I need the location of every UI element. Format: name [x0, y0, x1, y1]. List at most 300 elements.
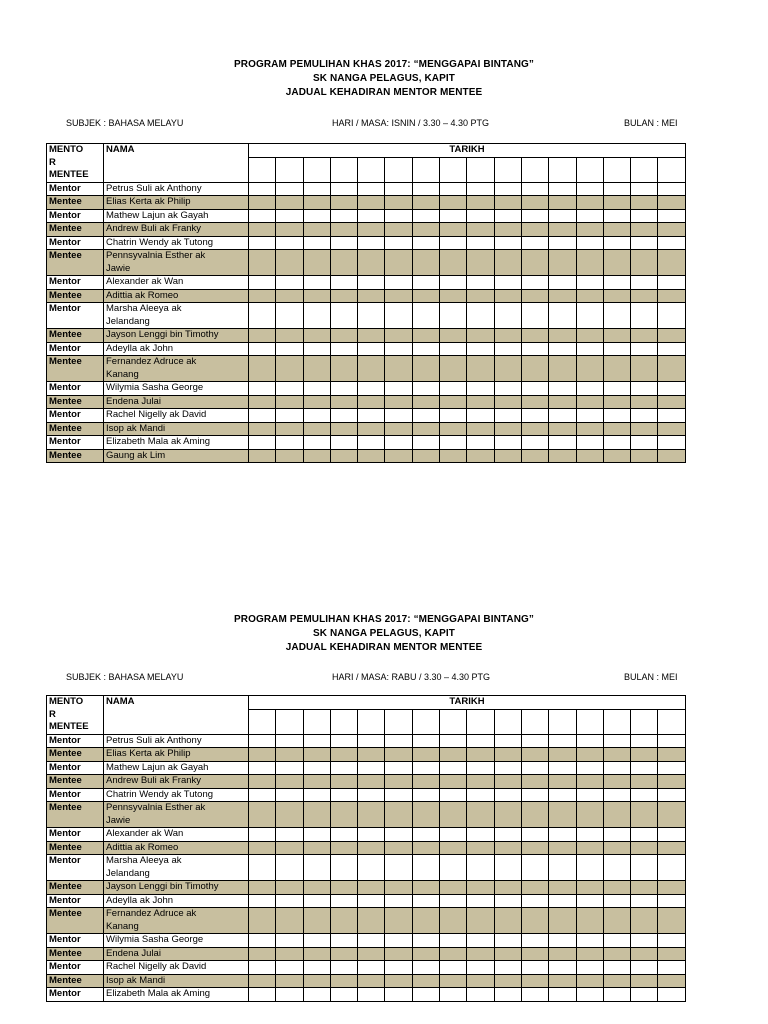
attendance-cell[interactable] [303, 908, 330, 934]
attendance-cell[interactable] [330, 748, 357, 762]
attendance-cell[interactable] [303, 436, 330, 450]
attendance-cell[interactable] [276, 855, 303, 881]
attendance-cell[interactable] [549, 748, 576, 762]
attendance-cell[interactable] [521, 342, 548, 356]
attendance-cell[interactable] [603, 342, 630, 356]
attendance-cell[interactable] [249, 734, 276, 748]
attendance-cell[interactable] [658, 209, 685, 223]
attendance-cell[interactable] [549, 841, 576, 855]
attendance-cell[interactable] [603, 788, 630, 802]
attendance-cell[interactable] [303, 947, 330, 961]
attendance-cell[interactable] [631, 449, 658, 463]
attendance-cell[interactable] [249, 974, 276, 988]
attendance-cell[interactable] [303, 748, 330, 762]
attendance-cell[interactable] [603, 855, 630, 881]
attendance-cell[interactable] [658, 908, 685, 934]
attendance-cell[interactable] [658, 988, 685, 1002]
attendance-cell[interactable] [440, 934, 467, 948]
date-header-cell[interactable] [249, 158, 276, 182]
date-header-cell[interactable] [603, 158, 630, 182]
attendance-cell[interactable] [330, 734, 357, 748]
attendance-cell[interactable] [440, 734, 467, 748]
attendance-cell[interactable] [385, 196, 412, 210]
attendance-cell[interactable] [549, 855, 576, 881]
attendance-cell[interactable] [549, 934, 576, 948]
attendance-cell[interactable] [412, 395, 439, 409]
attendance-cell[interactable] [330, 236, 357, 250]
attendance-cell[interactable] [631, 209, 658, 223]
attendance-cell[interactable] [358, 881, 385, 895]
attendance-cell[interactable] [631, 908, 658, 934]
attendance-cell[interactable] [494, 182, 521, 196]
attendance-cell[interactable] [631, 748, 658, 762]
attendance-cell[interactable] [440, 908, 467, 934]
date-header-cell[interactable] [303, 710, 330, 734]
attendance-cell[interactable] [412, 908, 439, 934]
attendance-cell[interactable] [549, 236, 576, 250]
attendance-cell[interactable] [303, 841, 330, 855]
attendance-cell[interactable] [494, 775, 521, 789]
attendance-cell[interactable] [603, 422, 630, 436]
attendance-cell[interactable] [658, 329, 685, 343]
attendance-cell[interactable] [603, 894, 630, 908]
attendance-cell[interactable] [385, 356, 412, 382]
attendance-cell[interactable] [303, 342, 330, 356]
attendance-cell[interactable] [576, 855, 603, 881]
attendance-cell[interactable] [358, 342, 385, 356]
attendance-cell[interactable] [631, 276, 658, 290]
attendance-cell[interactable] [631, 289, 658, 303]
attendance-cell[interactable] [440, 289, 467, 303]
date-header-cell[interactable] [440, 158, 467, 182]
attendance-cell[interactable] [303, 422, 330, 436]
attendance-cell[interactable] [658, 342, 685, 356]
attendance-cell[interactable] [658, 828, 685, 842]
attendance-cell[interactable] [412, 761, 439, 775]
attendance-cell[interactable] [249, 250, 276, 276]
attendance-cell[interactable] [521, 748, 548, 762]
attendance-cell[interactable] [576, 802, 603, 828]
attendance-cell[interactable] [603, 961, 630, 975]
attendance-cell[interactable] [358, 196, 385, 210]
attendance-cell[interactable] [358, 788, 385, 802]
attendance-cell[interactable] [494, 196, 521, 210]
attendance-cell[interactable] [631, 734, 658, 748]
attendance-cell[interactable] [521, 908, 548, 934]
attendance-cell[interactable] [521, 961, 548, 975]
attendance-cell[interactable] [303, 988, 330, 1002]
date-header-cell[interactable] [330, 158, 357, 182]
attendance-cell[interactable] [330, 209, 357, 223]
attendance-cell[interactable] [358, 974, 385, 988]
attendance-cell[interactable] [330, 855, 357, 881]
attendance-cell[interactable] [358, 934, 385, 948]
attendance-cell[interactable] [440, 894, 467, 908]
attendance-cell[interactable] [330, 788, 357, 802]
date-header-cell[interactable] [467, 710, 494, 734]
attendance-cell[interactable] [549, 775, 576, 789]
attendance-cell[interactable] [303, 209, 330, 223]
attendance-cell[interactable] [576, 934, 603, 948]
attendance-cell[interactable] [549, 303, 576, 329]
attendance-cell[interactable] [249, 436, 276, 450]
attendance-cell[interactable] [249, 802, 276, 828]
attendance-cell[interactable] [385, 802, 412, 828]
date-header-cell[interactable] [603, 710, 630, 734]
attendance-cell[interactable] [521, 250, 548, 276]
attendance-cell[interactable] [412, 209, 439, 223]
attendance-cell[interactable] [385, 988, 412, 1002]
attendance-cell[interactable] [358, 182, 385, 196]
attendance-cell[interactable] [440, 775, 467, 789]
attendance-cell[interactable] [521, 436, 548, 450]
attendance-cell[interactable] [521, 303, 548, 329]
attendance-cell[interactable] [303, 855, 330, 881]
attendance-cell[interactable] [494, 947, 521, 961]
attendance-cell[interactable] [303, 409, 330, 423]
attendance-cell[interactable] [440, 947, 467, 961]
attendance-cell[interactable] [494, 356, 521, 382]
attendance-cell[interactable] [303, 250, 330, 276]
attendance-cell[interactable] [658, 395, 685, 409]
attendance-cell[interactable] [385, 974, 412, 988]
attendance-cell[interactable] [467, 974, 494, 988]
attendance-cell[interactable] [494, 342, 521, 356]
attendance-cell[interactable] [249, 881, 276, 895]
date-header-cell[interactable] [467, 158, 494, 182]
attendance-cell[interactable] [467, 802, 494, 828]
attendance-cell[interactable] [494, 236, 521, 250]
attendance-cell[interactable] [549, 734, 576, 748]
attendance-cell[interactable] [412, 422, 439, 436]
attendance-cell[interactable] [521, 841, 548, 855]
attendance-cell[interactable] [467, 356, 494, 382]
attendance-cell[interactable] [494, 974, 521, 988]
attendance-cell[interactable] [603, 974, 630, 988]
attendance-cell[interactable] [631, 988, 658, 1002]
attendance-cell[interactable] [249, 841, 276, 855]
attendance-cell[interactable] [603, 908, 630, 934]
attendance-cell[interactable] [576, 908, 603, 934]
attendance-cell[interactable] [521, 182, 548, 196]
attendance-cell[interactable] [412, 775, 439, 789]
attendance-cell[interactable] [330, 449, 357, 463]
attendance-cell[interactable] [412, 250, 439, 276]
attendance-cell[interactable] [631, 961, 658, 975]
attendance-cell[interactable] [385, 395, 412, 409]
date-header-cell[interactable] [494, 158, 521, 182]
attendance-cell[interactable] [330, 436, 357, 450]
attendance-cell[interactable] [412, 934, 439, 948]
attendance-cell[interactable] [521, 934, 548, 948]
attendance-cell[interactable] [276, 947, 303, 961]
attendance-cell[interactable] [549, 761, 576, 775]
attendance-cell[interactable] [385, 303, 412, 329]
attendance-cell[interactable] [467, 182, 494, 196]
attendance-cell[interactable] [358, 250, 385, 276]
attendance-cell[interactable] [276, 422, 303, 436]
attendance-cell[interactable] [549, 961, 576, 975]
attendance-cell[interactable] [576, 894, 603, 908]
attendance-cell[interactable] [603, 775, 630, 789]
attendance-cell[interactable] [385, 828, 412, 842]
attendance-cell[interactable] [440, 841, 467, 855]
attendance-cell[interactable] [467, 828, 494, 842]
attendance-cell[interactable] [576, 223, 603, 237]
attendance-cell[interactable] [603, 303, 630, 329]
date-header-cell[interactable] [576, 158, 603, 182]
attendance-cell[interactable] [494, 436, 521, 450]
attendance-cell[interactable] [576, 342, 603, 356]
attendance-cell[interactable] [440, 961, 467, 975]
attendance-cell[interactable] [440, 761, 467, 775]
attendance-cell[interactable] [631, 802, 658, 828]
attendance-cell[interactable] [603, 223, 630, 237]
attendance-cell[interactable] [385, 908, 412, 934]
attendance-cell[interactable] [385, 894, 412, 908]
attendance-cell[interactable] [521, 196, 548, 210]
date-header-cell[interactable] [521, 158, 548, 182]
attendance-cell[interactable] [412, 855, 439, 881]
attendance-cell[interactable] [603, 947, 630, 961]
attendance-cell[interactable] [358, 734, 385, 748]
attendance-cell[interactable] [276, 436, 303, 450]
attendance-cell[interactable] [276, 775, 303, 789]
attendance-cell[interactable] [658, 748, 685, 762]
attendance-cell[interactable] [412, 947, 439, 961]
attendance-cell[interactable] [249, 356, 276, 382]
attendance-cell[interactable] [467, 223, 494, 237]
attendance-cell[interactable] [330, 908, 357, 934]
attendance-cell[interactable] [467, 289, 494, 303]
attendance-cell[interactable] [494, 908, 521, 934]
attendance-cell[interactable] [303, 828, 330, 842]
attendance-cell[interactable] [249, 828, 276, 842]
attendance-cell[interactable] [631, 841, 658, 855]
attendance-cell[interactable] [521, 422, 548, 436]
attendance-cell[interactable] [358, 748, 385, 762]
attendance-cell[interactable] [658, 734, 685, 748]
attendance-cell[interactable] [303, 788, 330, 802]
attendance-cell[interactable] [412, 182, 439, 196]
attendance-cell[interactable] [658, 422, 685, 436]
attendance-cell[interactable] [412, 436, 439, 450]
attendance-cell[interactable] [276, 409, 303, 423]
attendance-cell[interactable] [330, 828, 357, 842]
date-header-cell[interactable] [440, 710, 467, 734]
attendance-cell[interactable] [249, 449, 276, 463]
attendance-cell[interactable] [276, 209, 303, 223]
attendance-cell[interactable] [494, 409, 521, 423]
attendance-cell[interactable] [412, 356, 439, 382]
attendance-cell[interactable] [303, 961, 330, 975]
attendance-cell[interactable] [576, 329, 603, 343]
attendance-cell[interactable] [358, 409, 385, 423]
attendance-cell[interactable] [467, 436, 494, 450]
attendance-cell[interactable] [658, 775, 685, 789]
date-header-cell[interactable] [385, 158, 412, 182]
attendance-cell[interactable] [412, 894, 439, 908]
date-header-cell[interactable] [521, 710, 548, 734]
date-header-cell[interactable] [303, 158, 330, 182]
attendance-cell[interactable] [603, 748, 630, 762]
attendance-cell[interactable] [658, 303, 685, 329]
attendance-cell[interactable] [549, 382, 576, 396]
attendance-cell[interactable] [603, 236, 630, 250]
attendance-cell[interactable] [467, 209, 494, 223]
attendance-cell[interactable] [576, 356, 603, 382]
attendance-cell[interactable] [385, 881, 412, 895]
attendance-cell[interactable] [330, 802, 357, 828]
attendance-cell[interactable] [303, 761, 330, 775]
attendance-cell[interactable] [576, 881, 603, 895]
attendance-cell[interactable] [330, 395, 357, 409]
attendance-cell[interactable] [549, 182, 576, 196]
attendance-cell[interactable] [412, 802, 439, 828]
date-header-cell[interactable] [549, 710, 576, 734]
attendance-cell[interactable] [603, 988, 630, 1002]
attendance-cell[interactable] [385, 209, 412, 223]
attendance-cell[interactable] [276, 250, 303, 276]
date-header-cell[interactable] [631, 710, 658, 734]
attendance-cell[interactable] [412, 881, 439, 895]
attendance-cell[interactable] [494, 209, 521, 223]
attendance-cell[interactable] [467, 894, 494, 908]
attendance-cell[interactable] [576, 422, 603, 436]
date-header-cell[interactable] [249, 710, 276, 734]
date-header-cell[interactable] [658, 158, 685, 182]
attendance-cell[interactable] [358, 828, 385, 842]
attendance-cell[interactable] [249, 934, 276, 948]
attendance-cell[interactable] [303, 449, 330, 463]
attendance-cell[interactable] [658, 276, 685, 290]
attendance-cell[interactable] [276, 196, 303, 210]
attendance-cell[interactable] [494, 988, 521, 1002]
attendance-cell[interactable] [631, 934, 658, 948]
attendance-cell[interactable] [658, 855, 685, 881]
attendance-cell[interactable] [467, 342, 494, 356]
attendance-cell[interactable] [276, 276, 303, 290]
attendance-cell[interactable] [467, 236, 494, 250]
attendance-cell[interactable] [658, 802, 685, 828]
attendance-cell[interactable] [412, 382, 439, 396]
attendance-cell[interactable] [330, 196, 357, 210]
attendance-cell[interactable] [576, 196, 603, 210]
attendance-cell[interactable] [467, 250, 494, 276]
attendance-cell[interactable] [631, 761, 658, 775]
attendance-cell[interactable] [658, 409, 685, 423]
attendance-cell[interactable] [576, 828, 603, 842]
attendance-cell[interactable] [303, 881, 330, 895]
attendance-cell[interactable] [521, 802, 548, 828]
attendance-cell[interactable] [603, 734, 630, 748]
attendance-cell[interactable] [276, 974, 303, 988]
attendance-cell[interactable] [631, 855, 658, 881]
attendance-cell[interactable] [521, 947, 548, 961]
attendance-cell[interactable] [276, 236, 303, 250]
attendance-cell[interactable] [549, 947, 576, 961]
attendance-cell[interactable] [385, 449, 412, 463]
attendance-cell[interactable] [249, 788, 276, 802]
attendance-cell[interactable] [576, 947, 603, 961]
date-header-cell[interactable] [494, 710, 521, 734]
attendance-cell[interactable] [521, 209, 548, 223]
attendance-cell[interactable] [330, 409, 357, 423]
attendance-cell[interactable] [440, 276, 467, 290]
attendance-cell[interactable] [330, 422, 357, 436]
attendance-cell[interactable] [494, 382, 521, 396]
attendance-cell[interactable] [385, 289, 412, 303]
attendance-cell[interactable] [330, 329, 357, 343]
attendance-cell[interactable] [276, 303, 303, 329]
attendance-cell[interactable] [658, 894, 685, 908]
attendance-cell[interactable] [521, 734, 548, 748]
attendance-cell[interactable] [631, 342, 658, 356]
attendance-cell[interactable] [603, 182, 630, 196]
attendance-cell[interactable] [631, 236, 658, 250]
attendance-cell[interactable] [631, 947, 658, 961]
attendance-cell[interactable] [249, 775, 276, 789]
attendance-cell[interactable] [603, 356, 630, 382]
attendance-cell[interactable] [330, 775, 357, 789]
attendance-cell[interactable] [576, 276, 603, 290]
attendance-cell[interactable] [658, 356, 685, 382]
attendance-cell[interactable] [631, 223, 658, 237]
attendance-cell[interactable] [576, 303, 603, 329]
attendance-cell[interactable] [276, 329, 303, 343]
attendance-cell[interactable] [412, 289, 439, 303]
attendance-cell[interactable] [603, 409, 630, 423]
attendance-cell[interactable] [249, 223, 276, 237]
attendance-cell[interactable] [358, 276, 385, 290]
attendance-cell[interactable] [576, 289, 603, 303]
attendance-cell[interactable] [385, 961, 412, 975]
attendance-cell[interactable] [549, 422, 576, 436]
attendance-cell[interactable] [358, 209, 385, 223]
attendance-cell[interactable] [603, 761, 630, 775]
attendance-cell[interactable] [276, 908, 303, 934]
attendance-cell[interactable] [385, 841, 412, 855]
attendance-cell[interactable] [521, 289, 548, 303]
attendance-cell[interactable] [276, 881, 303, 895]
attendance-cell[interactable] [631, 250, 658, 276]
attendance-cell[interactable] [576, 775, 603, 789]
attendance-cell[interactable] [603, 802, 630, 828]
attendance-cell[interactable] [249, 276, 276, 290]
date-header-cell[interactable] [576, 710, 603, 734]
attendance-cell[interactable] [467, 303, 494, 329]
date-header-cell[interactable] [631, 158, 658, 182]
attendance-cell[interactable] [549, 974, 576, 988]
attendance-cell[interactable] [440, 974, 467, 988]
attendance-cell[interactable] [467, 329, 494, 343]
attendance-cell[interactable] [494, 855, 521, 881]
attendance-cell[interactable] [412, 988, 439, 1002]
attendance-cell[interactable] [467, 947, 494, 961]
attendance-cell[interactable] [658, 788, 685, 802]
attendance-cell[interactable] [576, 761, 603, 775]
attendance-cell[interactable] [494, 250, 521, 276]
attendance-cell[interactable] [330, 182, 357, 196]
attendance-cell[interactable] [276, 934, 303, 948]
attendance-cell[interactable] [576, 988, 603, 1002]
attendance-cell[interactable] [467, 988, 494, 1002]
attendance-cell[interactable] [658, 236, 685, 250]
attendance-cell[interactable] [358, 855, 385, 881]
attendance-cell[interactable] [549, 395, 576, 409]
attendance-cell[interactable] [330, 841, 357, 855]
attendance-cell[interactable] [549, 196, 576, 210]
